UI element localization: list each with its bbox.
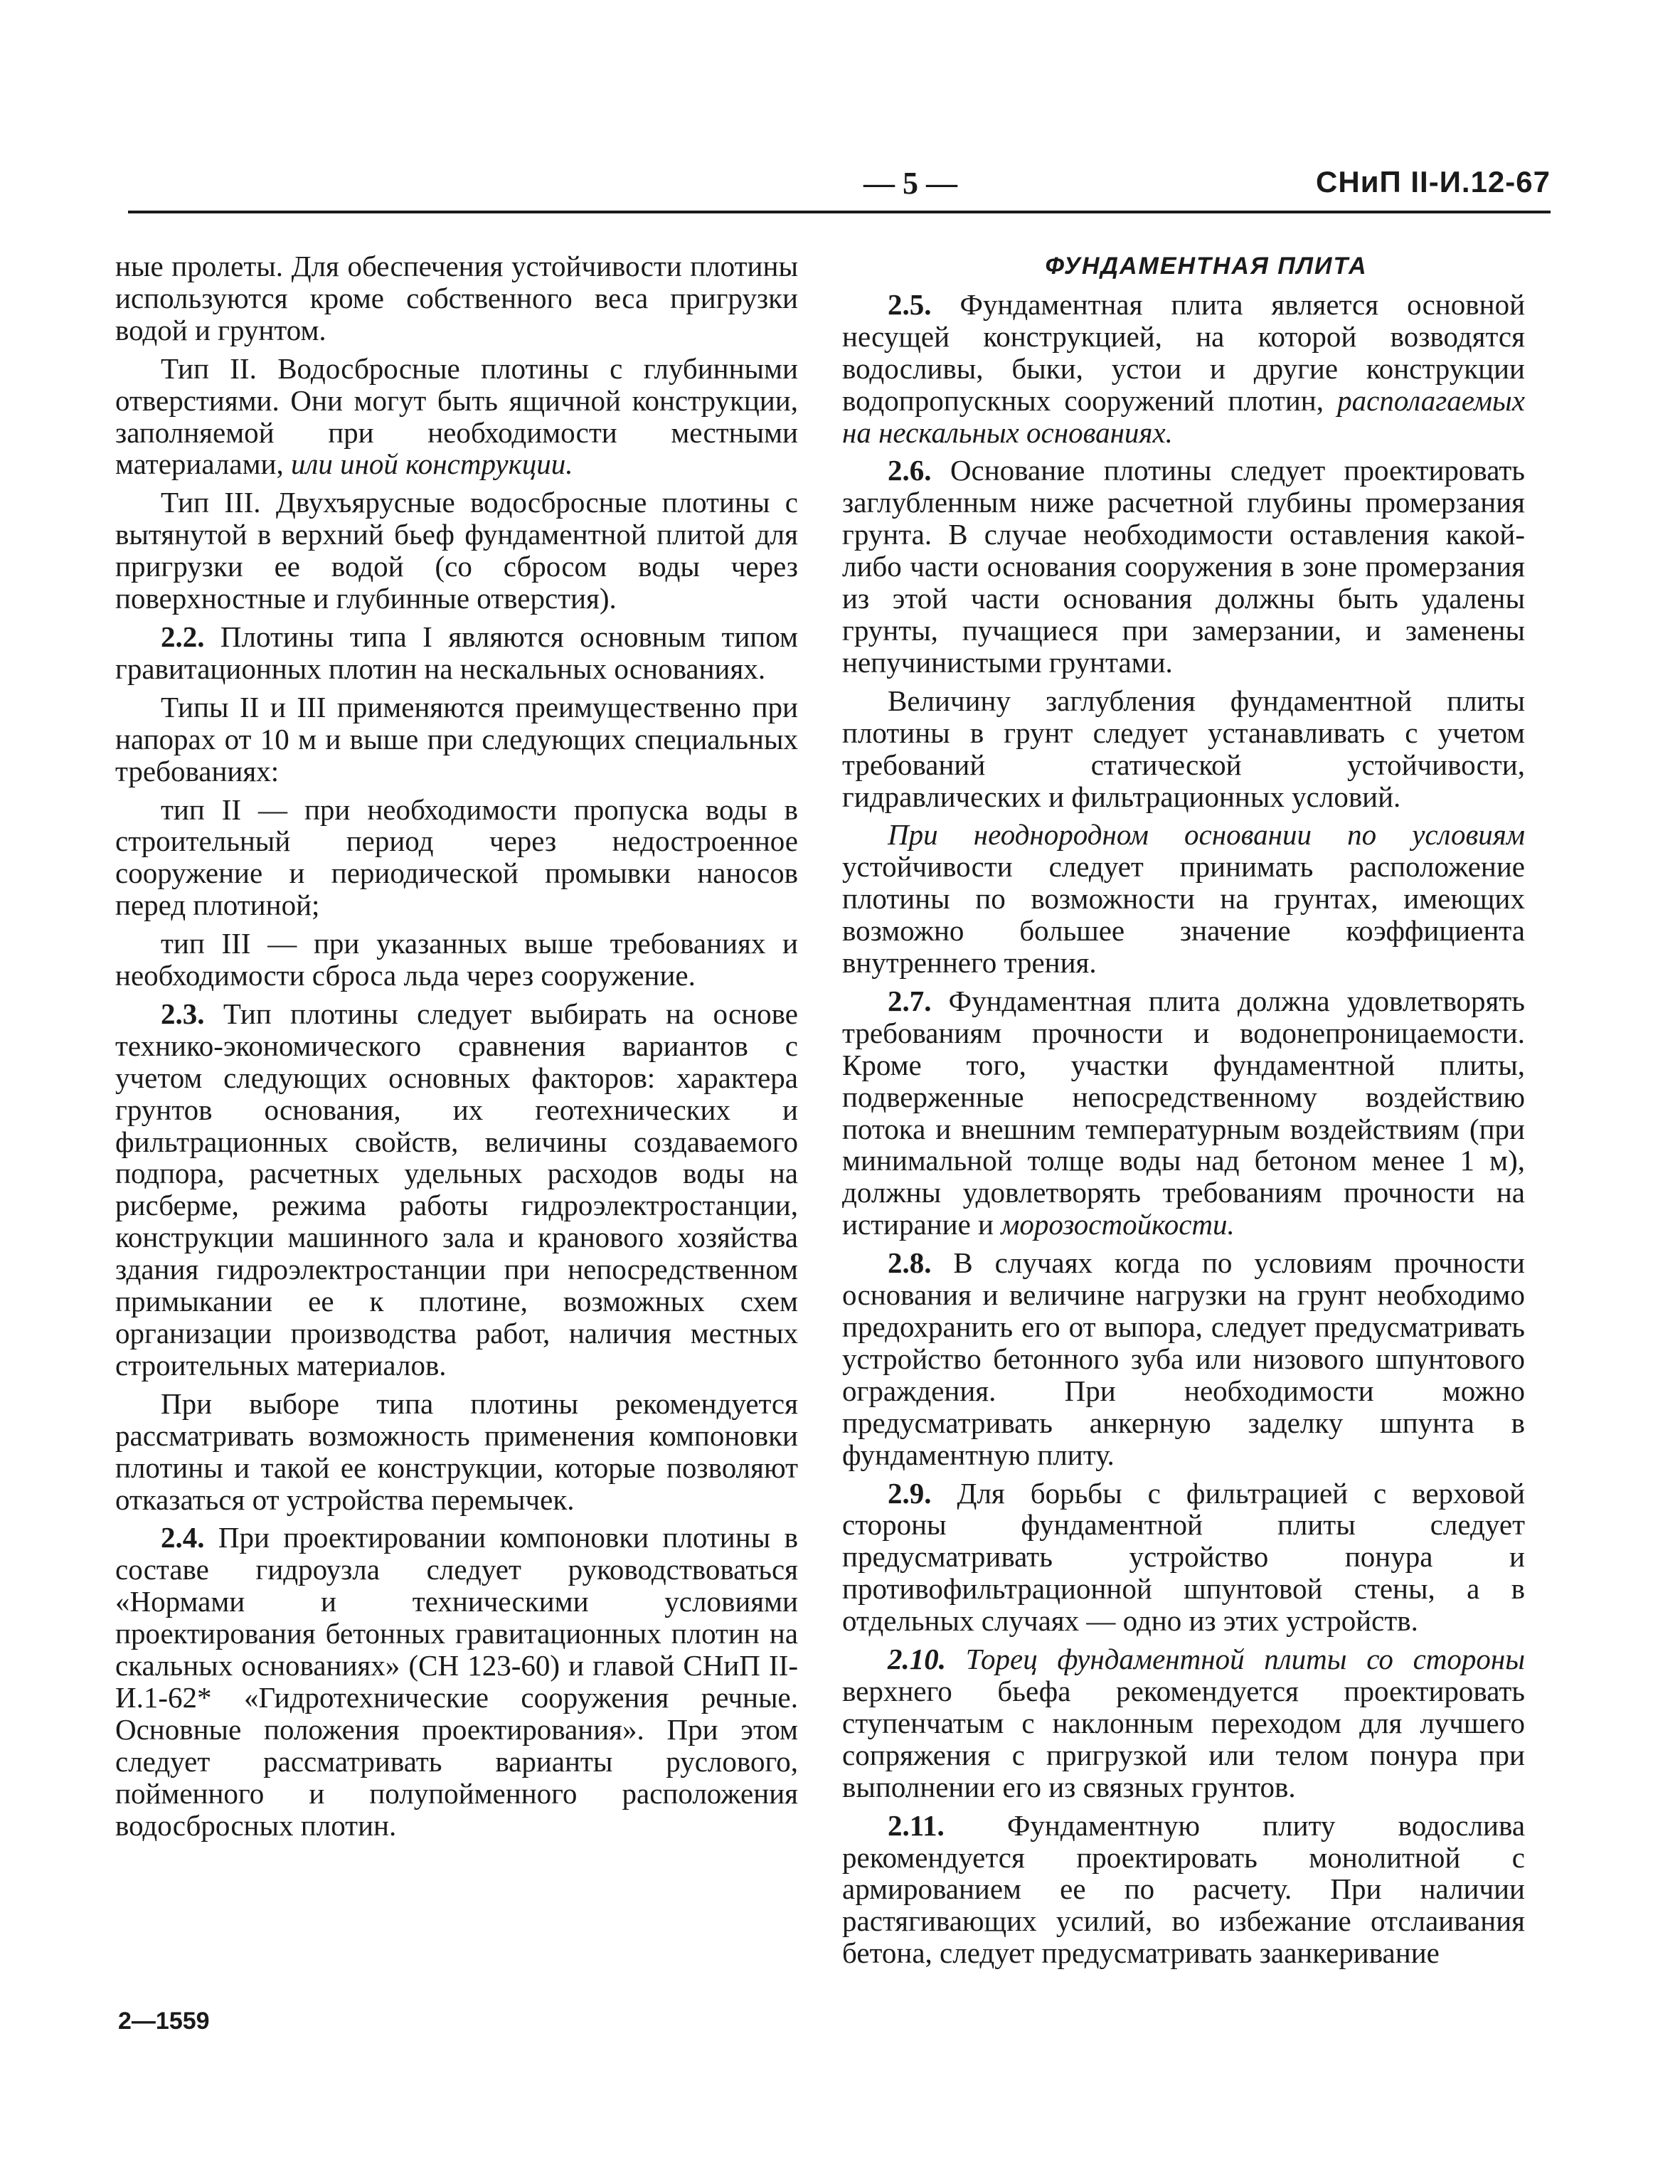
section-heading: ФУНДАМЕНТНАЯ ПЛИТА (1045, 253, 1368, 280)
paragraph-text: Основание плотины следует проектировать заглубленным ниже расчетной глубины промерзания грунта. В случае необходимости оставления какой-либо части основания сооружения в зоне промерзания из этой части основания должны быть удалены грунты, пучащиеся при замерзании, и заменены непучинистыми грунтами. (842, 454, 1525, 679)
paragraph-text: ные пролеты. Для обеспечения устойчивости плотины используются кроме собственного веса пригрузки водой и грунтом. (115, 250, 798, 346)
paragraph-emphasis: или иной конструкции. (290, 447, 573, 481)
paragraph-text: В случаях когда по условиям прочности основания и величине нагрузки на грунт необходимо предохранить его от выпора, следует предусматривать устройство бетонного зуба или низового шпунтового ограждения. При необходимости можно предусматривать анкерную заделку шпунта в фундаментную плиту. (842, 1246, 1525, 1471)
clause-number: 2.6. (888, 454, 932, 487)
page-header (128, 165, 1551, 215)
header-rule (128, 211, 1551, 213)
paragraph (115, 621, 798, 685)
paragraph-emphasis: При неоднородном основании по условиям (888, 818, 1525, 852)
sheet-mark: 2—1559 (118, 2008, 210, 2035)
paragraph (115, 691, 798, 788)
paragraph-text: При выборе типа плотины рекомендуется рассматривать возможность применения компоновки плотины и такой ее конструкции, которые позволяют отказаться от устройства перемычек. (115, 1387, 798, 1516)
paragraph (115, 250, 798, 346)
paragraph (842, 1810, 1525, 1970)
paragraph-text: Для борьбы с фильтрацией с верховой стороны фундаментной плиты следует предусматривать устройство понура и противофильтрационной шпунтовой стены, а в отдельных случаях — одно из этих устройств. (842, 1476, 1526, 1638)
paragraph (115, 794, 798, 922)
page-number: — 5 — (863, 166, 957, 201)
paragraph-text: Тип плотины следует выбирать на основе технико-экономического сравнения вариантов с учетом следующих основных факторов: характера грунтов основания, их геотехнических и фильтрационных свойств, величины создаваемого подпора, расчетных удельных расходов воды на рисберме, режима работы гидроэлектростанции, конструкции машинного зала и кранового хозяйства здания гидроэлектростанции при непосредственном примыкании ее к плотине, возможных схем организации производства работ, наличия местных строительных материалов. (115, 997, 798, 1382)
paragraph-text: Тип III. Двухъярусные водосбросные плотины с вытянутой в верхний бьеф фундаментной плитой для пригрузки ее водой (со сбросом воды через поверхностные и глубинные отверстия). (115, 486, 798, 615)
left-column (115, 250, 798, 1848)
clause-number: 2.8. (888, 1246, 932, 1280)
paragraph (842, 1247, 1525, 1470)
paragraph-text: Плотины типа I являются основным типом гравитационных плотин на нескальных основаниях. (115, 620, 798, 685)
paragraph (115, 353, 798, 481)
paragraph-emphasis: располагаемых на нескальных основаниях. (842, 383, 1525, 449)
paragraph (842, 685, 1525, 813)
clause-number: 2.9. (888, 1476, 932, 1510)
paragraph (115, 487, 798, 615)
clause-number: 2.5. (888, 287, 932, 321)
paragraph (115, 998, 798, 1382)
paragraph-text: тип II — при необходимости пропуска воды в строительный период через недостроенное сооружение и периодической промывки наносов перед плотиной; (115, 793, 798, 922)
paragraph (842, 819, 1525, 979)
clause-number: 2.10. (888, 1643, 946, 1676)
paragraph (842, 985, 1525, 1241)
document-code: СНиП II-И.12-67 (1316, 165, 1551, 198)
paragraph-text: Фундаментную плиту водослива рекомендуется проектировать монолитной с армированием ее по расчету. При наличии растягивающих усилий, во избежание отслаивания бетона, следует предусматривать заанкеривание (842, 1808, 1526, 1970)
paragraph-text: Величину заглубления фундаментной плиты плотины в грунт следует устанавливать с учетом требований статической устойчивости, гидравлических и фильтрационных условий. (842, 684, 1525, 813)
paragraph-text: Тип II. Водосбросные плотины с глубинными отверстиями. Они могут быть ящичной конструкции, заполняемой при необходимости местными материалами, (115, 351, 798, 481)
paragraph-text: Фундаментная плита является основной несущей конструкцией, на которой возводятся водосливы, быки, устои и другие конструкции водопропускных сооружений плотин, (842, 287, 1526, 417)
clause-number: 2.4. (161, 1521, 205, 1554)
right-column (842, 250, 1525, 1976)
paragraph-emphasis: Торец фундаментной плиты со стороны (965, 1643, 1526, 1676)
clause-number: 2.11. (888, 1808, 945, 1842)
clause-number: 2.7. (888, 984, 932, 1017)
paragraph-text: Фундаментная плита должна удовлетворять требованиям прочности и водонепроницаемости. Кроме того, участки фундаментной плиты, подверженные непосредственному воздействию потока и внешним температурным воздействиям (при минимальной толще воды над бетоном менее 1 м), должны удовлетворять требованиям прочности на истирание и (842, 984, 1525, 1241)
clause-number: 2.2. (161, 620, 205, 653)
paragraph-text: тип III — при указанных выше требованиях и необходимости сброса льда через сооружение. (115, 927, 798, 992)
paragraph-emphasis: морозостойкости. (1001, 1208, 1235, 1241)
paragraph-text: При проектировании компоновки плотины в составе гидроузла следует руководствоваться «Нормами и техническими условиями проектирования бетонных гравитационных плотин на скальных основаниях» (СН 123-60) и главой СНиП II-И.1-62* «Гидротехнические сооружения речные. Основные положения проектирования». При этом следует рассматривать варианты руслового, пойменного и полупойменного расположения водосбросных плотин. (115, 1521, 798, 1842)
paragraph (115, 1388, 798, 1516)
paragraph (115, 928, 798, 992)
paragraph (842, 289, 1525, 449)
clause-number: 2.3. (161, 997, 205, 1030)
paragraph-text: Типы II и III применяются преимущественно при напорах от 10 м и выше при следующих специальных требованиях: (115, 690, 798, 788)
paragraph (842, 455, 1525, 678)
paragraph (115, 1522, 798, 1841)
paragraph-text: верхнего бьефа рекомендуется проектировать ступенчатым с наклонным переходом для лучшего сопряжения с пригрузкой или телом понура при выполнении его из связных грунтов. (842, 1674, 1525, 1803)
paragraph (842, 1643, 1525, 1803)
paragraph (842, 1478, 1525, 1638)
paragraph-text: устойчивости следует принимать расположение плотины по возможности на грунтах, имеющих возможно большее значение коэффициента внутреннего трения. (842, 850, 1525, 980)
